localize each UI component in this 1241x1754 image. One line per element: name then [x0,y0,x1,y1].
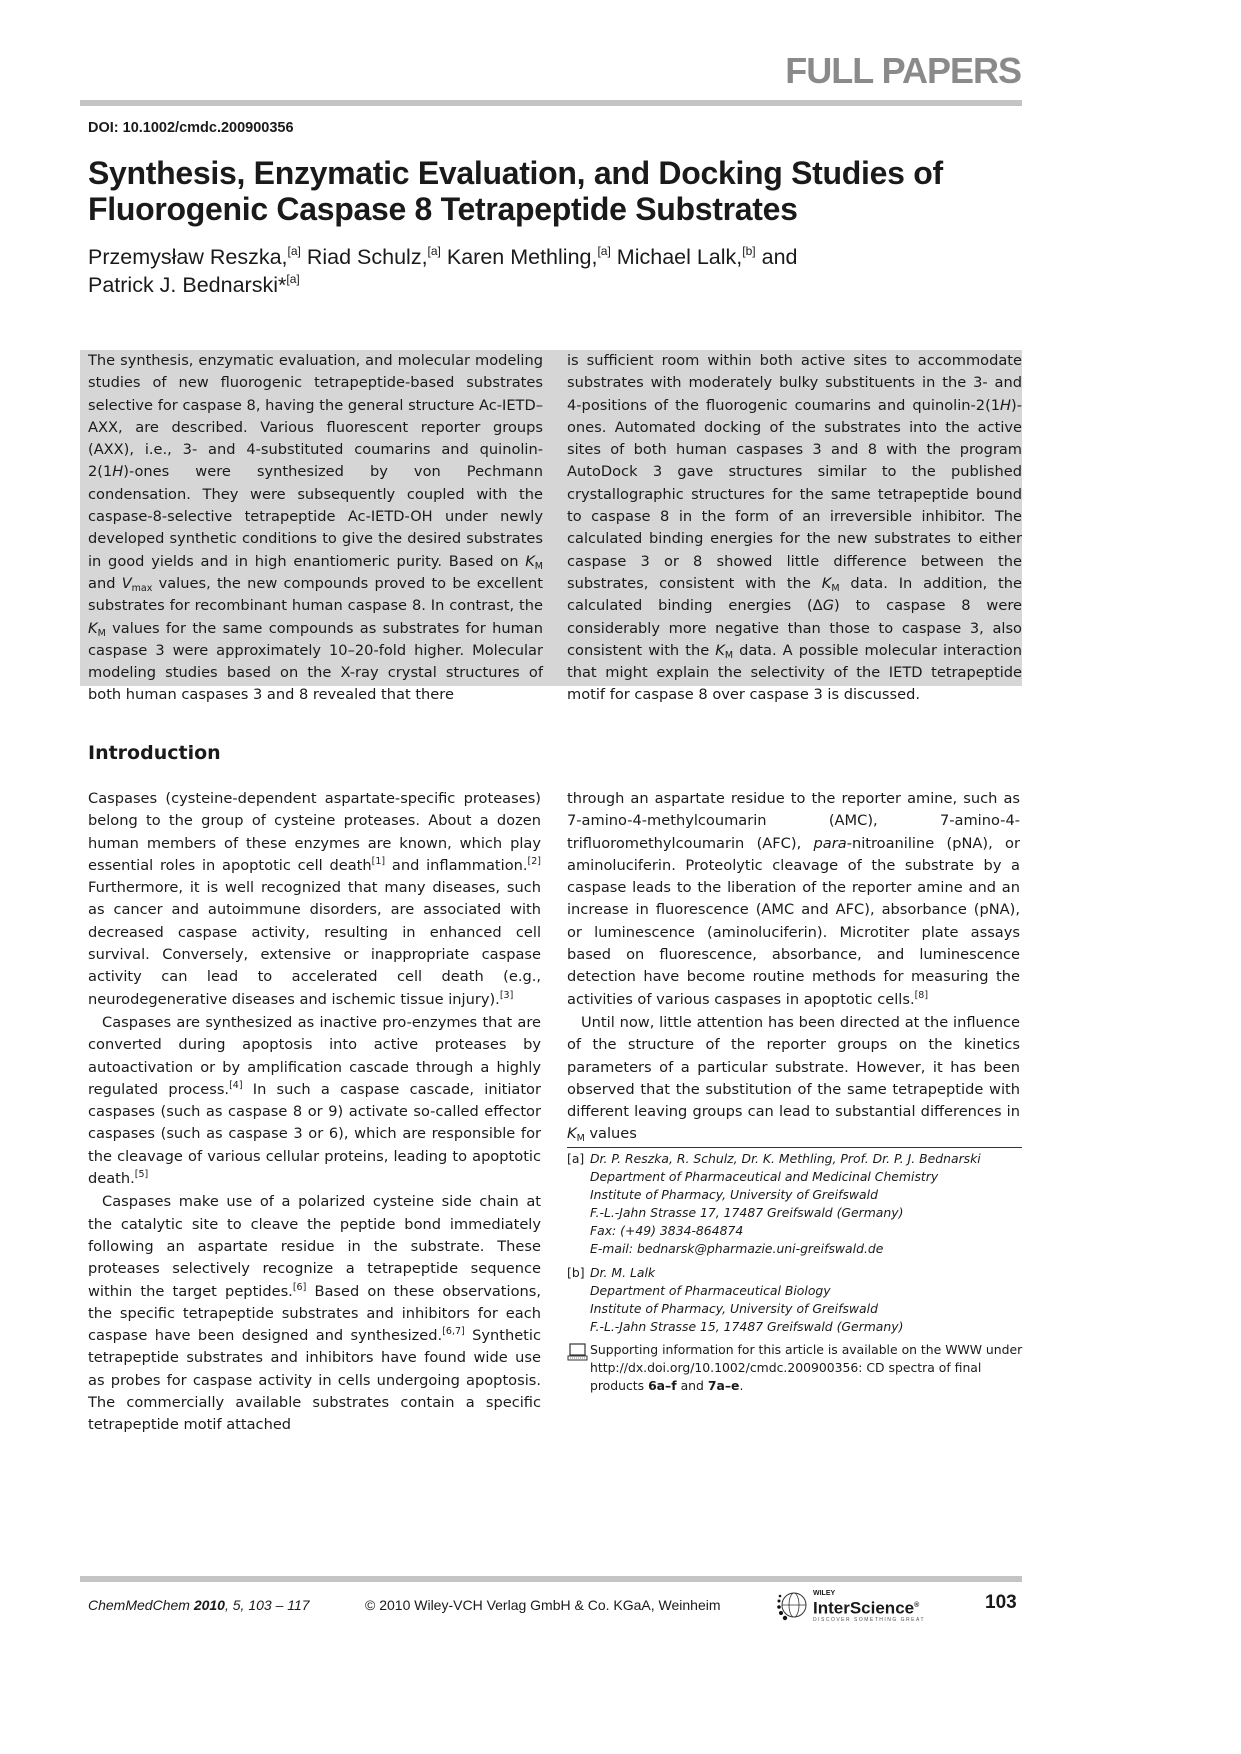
article-title [88,155,1028,227]
supporting-info [567,1341,1027,1395]
footnote-rule [567,1147,1022,1148]
email-link[interactable]: E-mail: bednarsk@pharmazie.uni-greifswald.de [590,1241,884,1257]
title-line-1: Synthesis, Enzymatic Evaluation, and Docking Studies of [88,155,943,191]
citation[interactable]: [8] [914,989,929,1001]
paragraph: through an aspartate residue to the reporter amine, such as 7-amino-4-methylcoumarin (AMC), 7-amino-4-trifluoromethylcoumarin (AFC), para-nitroaniline (pNA), or aminoluciferin. Proteolytic cleavage of the substrate by a caspase leads to the liberation of the reporter amine and an increase in fluorescence (AMC and AFC), absorbance (pNA), or luminescence (aminoluciferin). Microtiter plate assays based on fluorescence, absorbance, and luminescence detection have become routine methods for measuring the activities of various caspases in apoptotic cells.[8] [567,790,1020,1008]
author: Riad Schulz, [306,245,428,269]
affiliation-mark: [a] [287,244,301,258]
footnote-label: [b] [567,1264,585,1280]
title-line-2: Fluorogenic Caspase 8 Tetrapeptide Substrates [88,191,798,227]
affiliation-mark: [b] [742,244,756,258]
authors-and: and [761,245,798,269]
journal-citation: ChemMedChem 2010, 5, 103 – 117 [88,1597,310,1613]
paragraph: Until now, little attention has been directed at the influence of the structure of the reporter groups on the kinetics parameters of a particular substrate. However, it has been observed that the substitution of the same tetrapeptide with different leaving groups can lead to substantial differences in $K_M$ values [567,1013,1020,1145]
author-list [88,243,988,299]
paragraph: Caspases are synthesized as inactive pro-enzymes that are converted during apoptosis into active proteases by autoactivation or by amplification cascade through a highly regulated process.[4] In such a caspase cascade, initiator caspases (such as caspase 8 or 9) activate so-called effector caspases (such as caspase 3 or 6), which are responsible for the cleavage of various cellular proteins, leading to apoptotic death.[5] [88,1013,541,1188]
affiliation-mark: [a] [286,272,300,286]
body-right-column [567,788,1020,1146]
abstract-right-column [567,350,1022,707]
citation[interactable]: [3] [499,989,514,1001]
abstract-left-column [88,350,543,707]
citation[interactable]: [5] [134,1169,149,1181]
computer-icon [567,1343,589,1366]
footnotes [567,1150,1027,1395]
page-number: 103 [985,1592,1017,1613]
top-rule [80,100,1022,106]
body-left-column [88,788,541,1437]
abstract-box [80,350,1022,704]
abstract-text: The synthesis, enzymatic evaluation, and molecular modeling studies of new fluorogenic tetrapeptide-based substrates selective for caspase 8, having the general structure Ac-IETD–AXX, are described. Various fluorescent reporter groups (AXX), i.e., 3- and 4-substituted coumarins and quinolin-2(1H)-ones were synthesized by von Pechmann condensation. They were subsequently coupled with the caspase-8-selective tetrapeptide Ac-IETD-OH under newly developed synthetic conditions to give the desired substrates in good yields and in high enantiomeric purity. Based on $K_M$ and $V_{max}$ values, the new compounds proved to be excellent substrates for recombinant human caspase 8. In contrast, the $K_M$ values for the same compounds as substrates for human caspase 3 were approximately 10–20-fold higher. Molecular modeling studies based on the X-ray crystal structures of both human caspases 3 and 8 revealed that there [88,352,543,704]
copyright: © 2010 Wiley-VCH Verlag GmbH & Co. KGaA, Weinheim [365,1597,721,1613]
affiliation-mark: [a] [427,244,441,258]
footnote-b: [b] Dr. M. Lalk Department of Pharmaceutical Biology Institute of Pharmacy, University of Greifswald F.-L.-Jahn Strasse 15, 17487 Greifswald (Germany) [567,1264,1027,1336]
author: Patrick J. Bednarski* [88,273,287,297]
abstract-text: is sufficient room within both active sites to accommodate substrates with moderately bulky substituents in the 3- and 4-positions of the fluorogenic coumarins and quinolin-2(1H)-ones. Automated docking of the substrates into the active sites of both human caspases 3 and 8 with the program AutoDock 3 gave structures similar to the published crystallographic structures for the same tetrapeptide bound to caspase 8 in the form of an irreversible inhibitor. The calculated binding energies for the new substrates to either caspase 3 or 8 showed little difference between the substrates, consistent with the $K_M$ data. In addition, the calculated binding energies (ΔG) to caspase 8 were considerably more negative than those to caspase 3, also consistent with the $K_M$ data. A possible molecular interaction that might explain the selectivity of the IETD tetrapeptide motif for caspase 8 over caspase 3 is discussed. [567,352,1022,704]
paragraph: Caspases (cysteine-dependent aspartate-specific proteases) belong to the group of cysteine proteases. About a dozen human members of these enzymes are known, which play essential roles in apoptotic cell death[1] and inflammation.[2] Furthermore, it is well recognized that many diseases, such as cancer and autoimmune disorders, are associated with decreased caspase activity, resulting in enhanced cell survival. Conversely, extensive or inappropriate caspase activity can lead to accelerated cell death (e.g., neurodegenerative diseases and ischemic tissue injury).[3] [88,790,541,1008]
bottom-rule [80,1576,1022,1582]
author: Karen Methling, [446,245,598,269]
doi: DOI: 10.1002/cmdc.200900356 [88,120,294,136]
citation[interactable]: [4] [229,1079,243,1091]
footnote-a: [a] Dr. P. Reszka, R. Schulz, Dr. K. Methling, Prof. Dr. P. J. Bednarski Department of Pharmaceutical and Medicinal Chemistry Institute of Pharmacy, University of Greifswald F.-L.-Jahn Strasse 17, 17487 Greifswald (Germany) Fax: (+49) 3834-864874 E-mail: bednarsk@pharmazie.uni-greifswald.de [567,1150,1027,1259]
citation[interactable]: [6] [292,1281,307,1293]
citation[interactable]: [1] [371,855,386,867]
author: Michael Lalk, [616,245,743,269]
section-tag: FULL PAPERS [785,50,1021,91]
section-heading-introduction: Introduction [88,742,221,764]
footnote-label: [a] [567,1151,585,1166]
citation[interactable]: [6,7] [442,1326,465,1338]
author: Przemysław Reszka, [88,245,288,269]
paragraph: Caspases make use of a polarized cysteine side chain at the catalytic site to cleave the peptide bond immediately following an aspartate residue in the substrate. These proteases selectively recognize a tetrapeptide sequence within the target peptides.[6] Based on these observations, the specific tetrapeptide substrates and inhibitors for each caspase have been designed and synthesized.[6,7] Synthetic tetrapeptide substrates and inhibitors have found wide use as probes for caspase activity in cells undergoing apoptosis. The commercially available substrates contain a specific tetrapeptide motif attached [88,1193,541,1434]
interscience-logo: WILEY InterScience® DISCOVER SOMETHING GREAT [775,1588,925,1625]
globe-icon [775,1588,809,1625]
citation[interactable]: [2] [527,855,541,867]
supporting-info-text[interactable]: Supporting information for this article is available on the WWW under http://dx.doi.org/10.1002/cmdc.200900356: CD spectra of final products 6a–f and 7a–e. [590,1341,1023,1394]
affiliation-mark: [a] [597,244,611,258]
